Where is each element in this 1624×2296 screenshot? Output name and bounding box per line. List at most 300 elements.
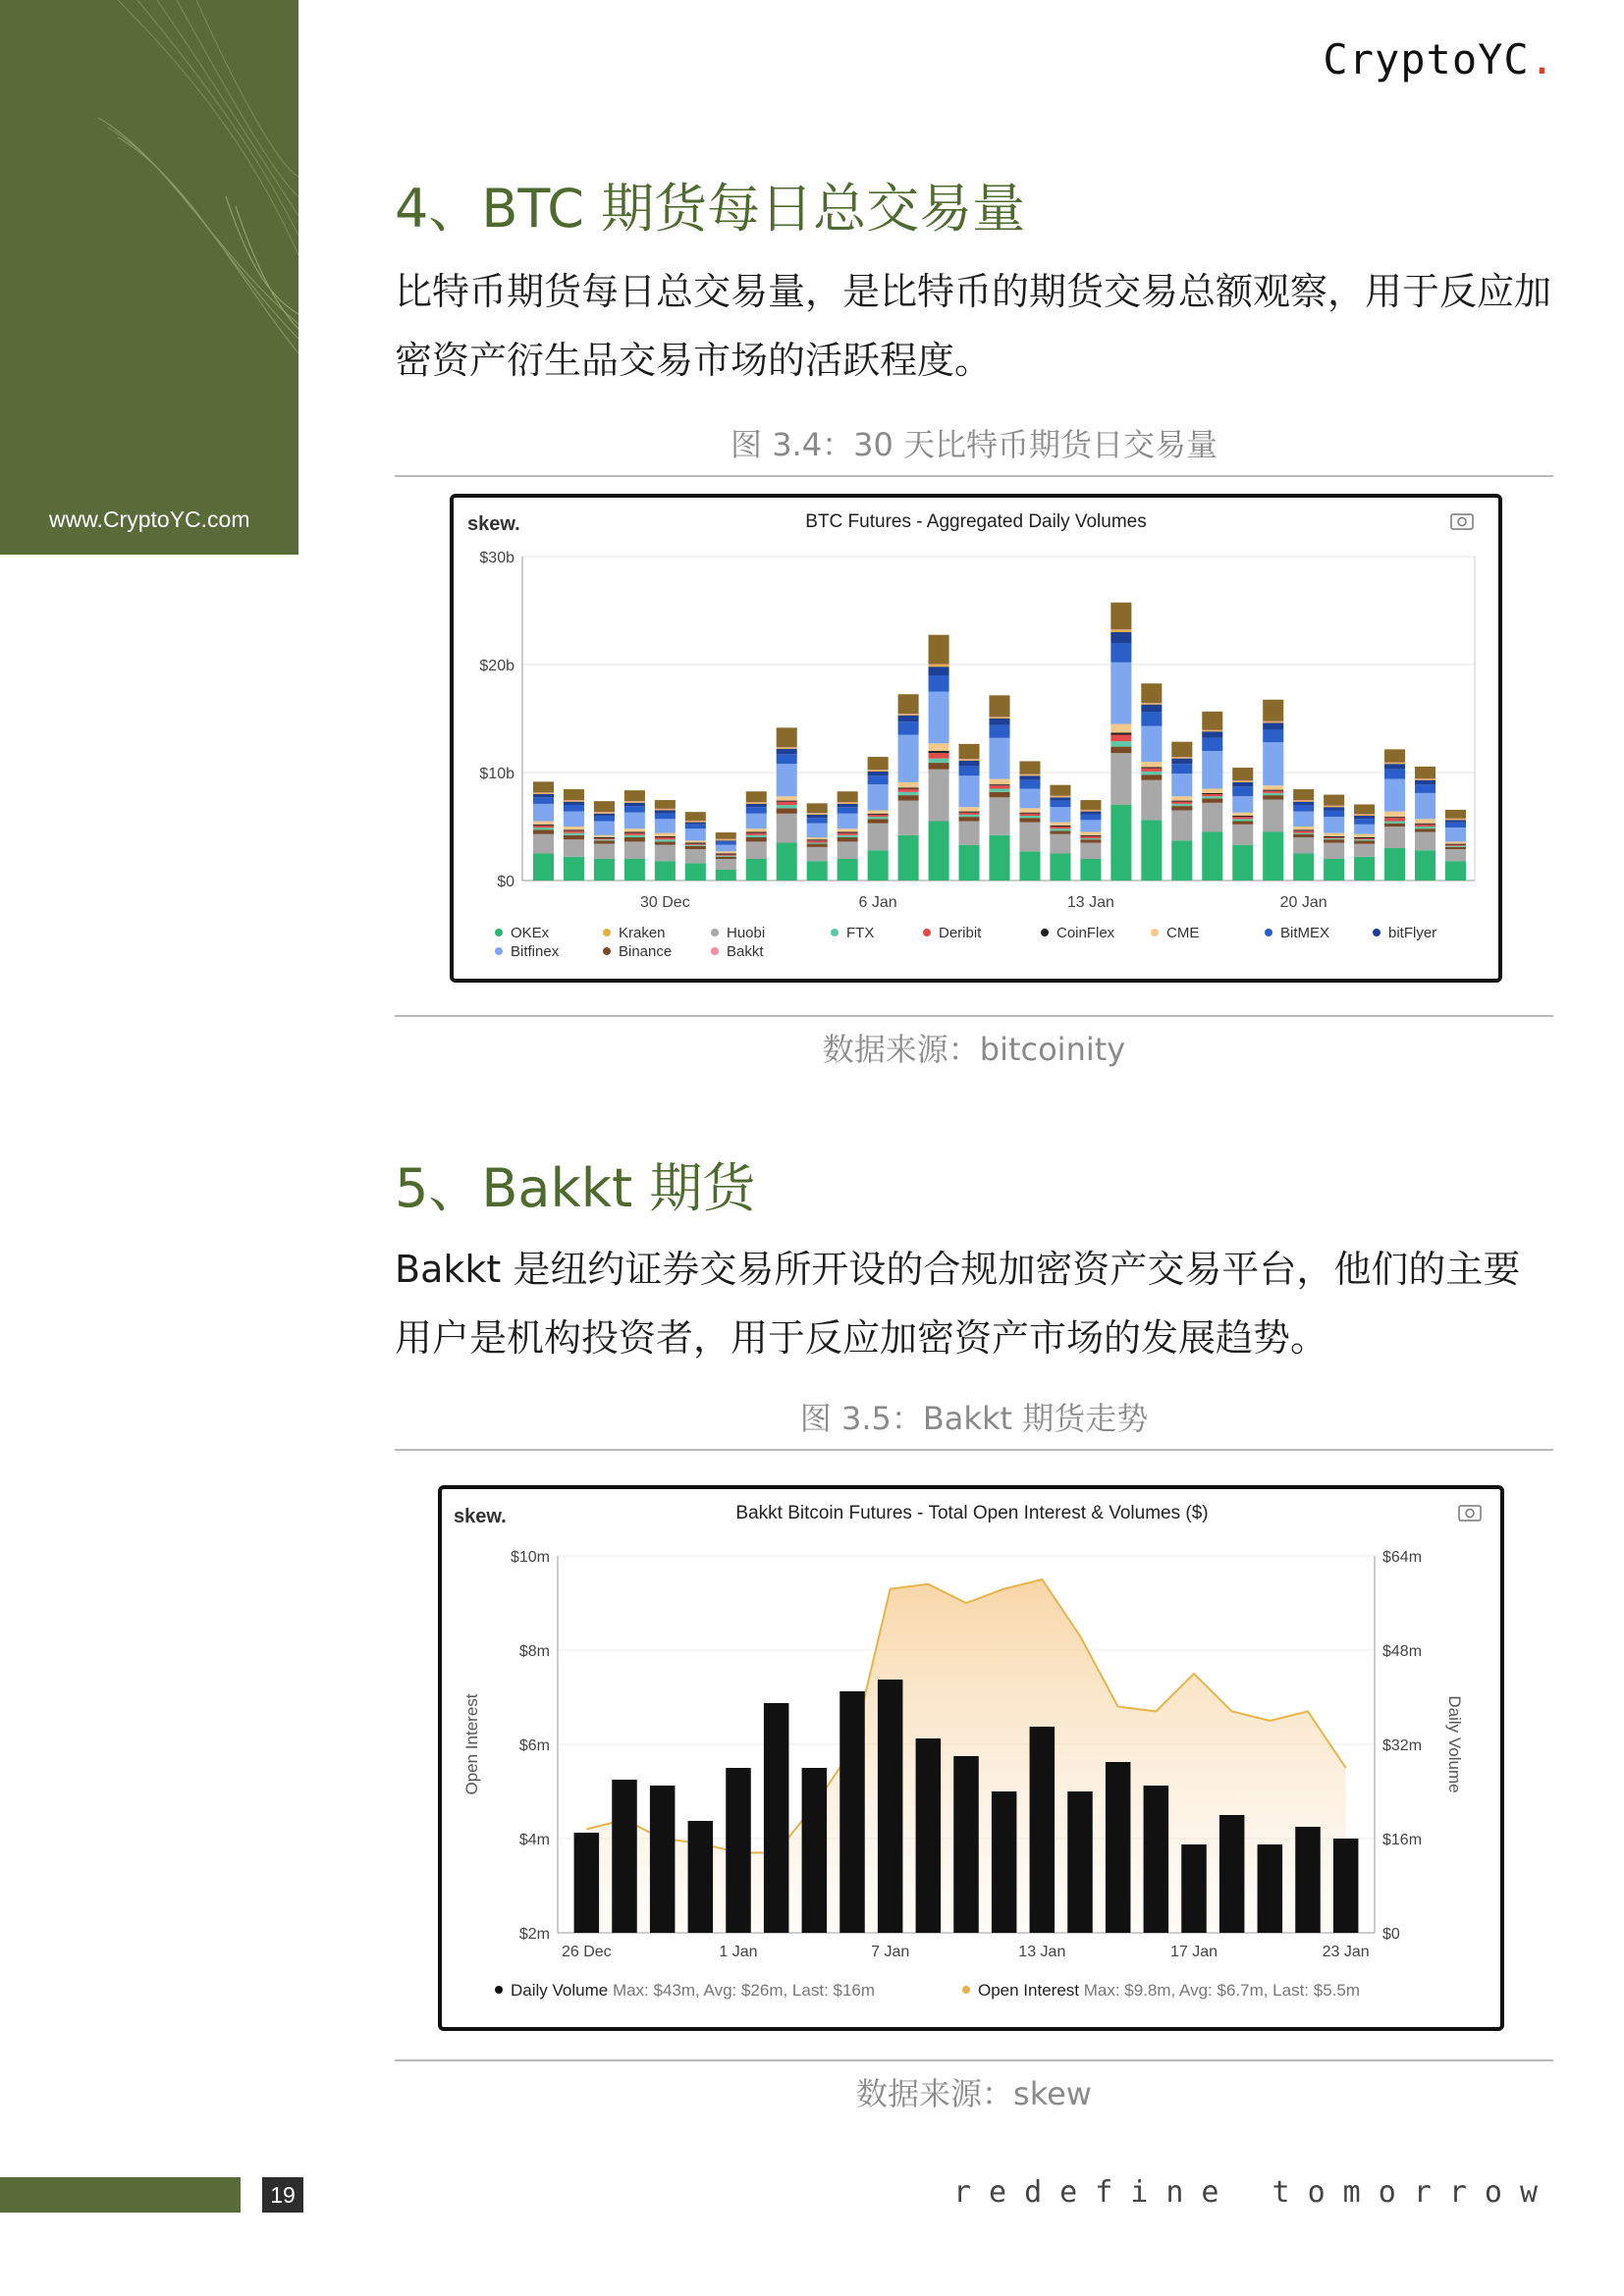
bar-segment-bakkt — [624, 801, 645, 802]
figure-3-4-caption: 图 3.4：30 天比特币期货日交易量 — [731, 426, 1218, 463]
legend-marker — [495, 1986, 503, 1994]
bar-segment-bakkt — [1263, 721, 1283, 722]
daily-volume-bar — [1258, 1844, 1283, 1933]
bar-segment-cme — [898, 782, 919, 788]
divider — [395, 1449, 1553, 1451]
bar-segment-kraken — [898, 715, 919, 716]
x-tick-label: 13 Jan — [1066, 894, 1114, 911]
bar-segment-huobi — [716, 859, 736, 870]
bar-segment-bitfinex — [624, 813, 645, 829]
figure-3-5-caption: 图 3.5：Bakkt 期货走势 — [799, 1400, 1149, 1437]
bar-segment-coinflex — [1415, 824, 1435, 825]
bar-segment-huobi — [1324, 843, 1344, 860]
section-5-paragraph: Bakkt 是纽约证券交易所开设的合规加密资产交易平台，他们的主要用户是机构投资者，用于反应加密资产市场的发展趋势。 — [395, 1248, 1521, 1360]
section-5-title: 5、Bakkt 期货 — [395, 1157, 756, 1219]
bar-segment-ftx — [1263, 793, 1283, 795]
bar-segment-binance — [1141, 774, 1162, 780]
bar-segment-bakkt — [1384, 763, 1405, 764]
bar-segment-bitfinex — [898, 735, 919, 782]
daily-volume-bar — [1030, 1727, 1056, 1933]
bar-segment-huobi — [624, 841, 645, 859]
daily-volume-bar — [1333, 1839, 1359, 1933]
bar-segment-binance — [1293, 834, 1314, 837]
bar-segment-kraken — [807, 814, 828, 815]
daily-volume-bar — [916, 1738, 942, 1933]
bar-segment-coinflex — [1110, 732, 1131, 734]
bar-segment-huobi — [746, 841, 767, 859]
daily-volume-bar — [1144, 1786, 1169, 1933]
bar-segment-bitflyer — [624, 803, 645, 806]
legend-name: Daily Volume — [511, 1981, 613, 2000]
daily-volume-bar — [992, 1791, 1017, 1933]
bar-segment-huobi — [1232, 825, 1253, 845]
bar-segment-kraken — [1110, 630, 1131, 632]
left-axis-label: Open Interest — [462, 1693, 481, 1795]
bar-segment-deribit — [1050, 827, 1070, 828]
bar-segment-huobi — [838, 841, 858, 859]
bar-segment-okex — [1050, 854, 1070, 881]
bar-segment-bitfinex — [1232, 796, 1253, 813]
bar-segment-bitfinex — [1445, 828, 1466, 841]
daily-volume-bar — [726, 1768, 751, 1933]
bar-segment-bitfinex — [655, 819, 676, 832]
bar-segment-binance — [564, 835, 584, 839]
bar-segment-bitflyer — [655, 811, 676, 814]
bar-segment-ftx — [807, 843, 828, 844]
bar-segment-bitmex — [807, 818, 828, 824]
bar-segment-bitflyer — [685, 823, 706, 825]
bakkt-futures-svg — [442, 1489, 1500, 2027]
bar-segment-bitmex — [1019, 780, 1040, 789]
bar-segment-huobi — [929, 770, 949, 822]
divider — [395, 2059, 1553, 2061]
bar-segment-bakkt — [989, 717, 1009, 718]
bar-segment-deribit — [1293, 830, 1314, 832]
left-tick-label: $10m — [510, 1549, 550, 1566]
bar-segment-bitfinex — [746, 814, 767, 828]
bar-segment-top — [1415, 767, 1435, 778]
bar-segment-bitfinex — [1263, 742, 1283, 785]
bar-segment-deribit — [1232, 817, 1253, 819]
bar-segment-bitfinex — [807, 824, 828, 837]
bar-segment-bitmex — [1110, 643, 1131, 663]
bar-segment-binance — [898, 795, 919, 801]
bar-segment-kraken — [1171, 758, 1192, 759]
bar-segment-deribit — [594, 838, 615, 839]
legend-marker — [711, 929, 719, 936]
bar-segment-binance — [1080, 839, 1101, 842]
bar-segment-okex — [929, 822, 949, 881]
bar-segment-bitflyer — [898, 716, 919, 722]
bar-segment-bitfinex — [1384, 779, 1405, 812]
bar-segment-okex — [777, 843, 797, 881]
legend-marker — [1373, 929, 1380, 936]
bar-segment-kraken — [959, 760, 980, 761]
bar-segment-bitfinex — [1415, 793, 1435, 819]
bar-segment-bakkt — [594, 812, 615, 813]
bar-segment-bakkt — [1110, 629, 1131, 630]
bar-segment-ftx — [685, 845, 706, 846]
bar-segment-bitflyer — [989, 719, 1009, 725]
legend-marker — [495, 947, 503, 955]
bar-segment-top — [1445, 810, 1466, 819]
legend-label: BitMEX — [1280, 925, 1330, 941]
bar-segment-bitflyer — [807, 815, 828, 818]
bar-segment-bitmex — [655, 814, 676, 820]
bar-segment-bakkt — [898, 714, 919, 715]
bar-segment-kraken — [1415, 779, 1435, 780]
bar-segment-top — [746, 791, 767, 802]
bar-segment-bitfinex — [1324, 817, 1344, 833]
figure-3-5-source: 数据来源：skew — [856, 2075, 1092, 2112]
skew-logo: skew. — [467, 513, 520, 535]
bar-segment-bitfinex — [868, 784, 889, 810]
bar-segment-top — [989, 695, 1009, 717]
bar-segment-bitfinex — [1019, 789, 1040, 809]
x-tick-label: 13 Jan — [1018, 1944, 1066, 1960]
bar-segment-ftx — [1415, 827, 1435, 828]
bar-segment-binance — [989, 792, 1009, 798]
bar-segment-bitmex — [564, 805, 584, 812]
bar-segment-coinflex — [564, 829, 584, 830]
bar-segment-bitflyer — [1415, 780, 1435, 784]
bar-segment-coinflex — [1171, 801, 1192, 802]
bar-segment-coinflex — [1050, 826, 1070, 827]
bar-segment-binance — [1384, 824, 1405, 827]
bar-segment-bakkt — [1202, 730, 1222, 731]
bar-segment-deribit — [716, 855, 736, 856]
daily-volume-bar — [764, 1703, 789, 1933]
bar-segment-bitmex — [1293, 805, 1314, 812]
bar-segment-kraken — [1141, 704, 1162, 705]
bar-segment-okex — [1141, 820, 1162, 881]
bar-segment-bitmex — [989, 725, 1009, 738]
bar-segment-ftx — [716, 856, 736, 857]
bar-segment-kraken — [1050, 796, 1070, 797]
bar-segment-deribit — [1263, 791, 1283, 793]
bar-segment-bitmex — [685, 825, 706, 828]
bar-segment-coinflex — [959, 812, 980, 813]
bar-segment-cme — [1080, 832, 1101, 835]
camera-icon — [1459, 1506, 1481, 1521]
bar-segment-cme — [1293, 827, 1314, 829]
bar-segment-bitflyer — [1354, 816, 1375, 819]
legend-marker — [495, 929, 503, 936]
bar-segment-okex — [1415, 850, 1435, 881]
bar-segment-binance — [1019, 818, 1040, 822]
bar-segment-ftx — [1019, 816, 1040, 818]
bar-segment-top — [1354, 804, 1375, 814]
bar-segment-cme — [533, 822, 554, 825]
bar-segment-cme — [1202, 789, 1222, 793]
bar-segment-okex — [898, 835, 919, 881]
bar-segment-bitfinex — [1171, 774, 1192, 796]
bar-segment-kraken — [1202, 730, 1222, 731]
bar-segment-bitflyer — [1110, 632, 1131, 643]
bar-segment-kraken — [989, 718, 1009, 719]
bar-segment-cme — [1415, 819, 1435, 823]
bar-segment-deribit — [533, 826, 554, 828]
footer-bar — [0, 2177, 241, 2213]
bar-segment-okex — [1384, 848, 1405, 881]
bar-segment-binance — [1171, 806, 1192, 810]
left-tick-label: $8m — [518, 1643, 550, 1660]
bar-segment-top — [1263, 700, 1283, 721]
bar-segment-bitfinex — [989, 738, 1009, 779]
bar-segment-bitfinex — [1354, 825, 1375, 834]
bar-segment-binance — [533, 829, 554, 833]
bar-segment-bitfinex — [1080, 820, 1101, 831]
bar-segment-bakkt — [929, 664, 949, 665]
bar-segment-cme — [989, 779, 1009, 785]
left-tick-label: $2m — [518, 1926, 550, 1943]
bar-segment-ftx — [1050, 828, 1070, 830]
bar-segment-kraken — [777, 748, 797, 749]
legend-stats: Max: $9.8m, Avg: $6.7m, Last: $5.5m — [1083, 1981, 1361, 2000]
bar-segment-okex — [1171, 840, 1192, 881]
bar-segment-bakkt — [746, 802, 767, 803]
bar-segment-top — [564, 789, 584, 800]
bar-segment-coinflex — [624, 832, 645, 833]
bar-segment-bitflyer — [1080, 812, 1101, 815]
right-tick-label: $16m — [1382, 1832, 1423, 1848]
chart-title: BTC Futures - Aggregated Daily Volumes — [805, 511, 1147, 532]
bar-segment-bitflyer — [1202, 731, 1222, 738]
bar-segment-kraken — [868, 771, 889, 772]
bar-segment-cme — [1050, 823, 1070, 826]
bar-segment-ftx — [1445, 846, 1466, 847]
bar-segment-binance — [716, 857, 736, 859]
bar-segment-bakkt — [868, 770, 889, 771]
right-tick-label: $32m — [1382, 1737, 1423, 1754]
bar-segment-kraken — [838, 803, 858, 804]
bar-segment-huobi — [777, 814, 797, 843]
bar-segment-okex — [746, 859, 767, 881]
bar-segment-deribit — [777, 802, 797, 805]
bar-segment-okex — [1263, 832, 1283, 881]
bar-segment-kraken — [1324, 806, 1344, 807]
daily-volume-bar — [953, 1756, 979, 1933]
bar-segment-cme — [1019, 808, 1040, 812]
bar-segment-cme — [1384, 812, 1405, 818]
bar-segment-binance — [929, 763, 949, 770]
legend-label: Bakkt — [727, 943, 764, 960]
bar-segment-ftx — [989, 789, 1009, 792]
bar-segment-kraken — [685, 822, 706, 823]
bar-segment-cme — [746, 828, 767, 831]
bar-segment-ftx — [1293, 833, 1314, 834]
daily-volume-bar — [1181, 1844, 1207, 1933]
bar-segment-coinflex — [685, 843, 706, 844]
bar-segment-deribit — [1141, 769, 1162, 772]
bar-segment-kraken — [1019, 774, 1040, 775]
legend-label: Deribit — [939, 925, 982, 941]
bar-segment-okex — [989, 835, 1009, 881]
bar-segment-bitmex — [1445, 823, 1466, 828]
right-axis-label: Daily Volume — [1445, 1695, 1464, 1793]
bar-segment-bitmex — [929, 675, 949, 692]
daily-volume-bar — [650, 1786, 676, 1933]
bar-segment-coinflex — [838, 832, 858, 833]
bar-segment-bitmex — [746, 807, 767, 814]
bar-segment-coinflex — [533, 825, 554, 826]
bar-segment-bakkt — [655, 809, 676, 810]
bar-segment-ftx — [929, 759, 949, 763]
bar-segment-cme — [1141, 762, 1162, 768]
website-url[interactable]: www.CryptoYC.com — [49, 507, 250, 532]
bar-segment-bitmex — [959, 766, 980, 775]
bar-segment-kraken — [655, 809, 676, 810]
legend-label: FTX — [846, 925, 875, 941]
bar-segment-bitmex — [838, 807, 858, 814]
divider — [395, 1015, 1553, 1017]
bar-segment-bitflyer — [716, 840, 736, 841]
bar-segment-kraken — [746, 803, 767, 804]
bar-segment-deribit — [1019, 814, 1040, 816]
bar-segment-huobi — [564, 839, 584, 857]
bar-segment-bitfinex — [1202, 751, 1222, 789]
bar-segment-binance — [655, 841, 676, 844]
x-tick-label: 7 Jan — [871, 1944, 910, 1960]
bar-segment-cme — [1324, 833, 1344, 836]
bar-segment-okex — [685, 863, 706, 881]
figure-3-4-source: 数据来源：bitcoinity — [822, 1031, 1126, 1068]
bar-segment-bakkt — [1354, 814, 1375, 815]
daily-volume-bar — [612, 1780, 637, 1933]
bar-segment-deribit — [1354, 838, 1375, 839]
x-tick-label: 26 Dec — [561, 1944, 612, 1960]
daily-volume-bar — [802, 1768, 828, 1933]
legend-name: Open Interest — [978, 1981, 1084, 2000]
bar-segment-ftx — [868, 817, 889, 819]
bar-segment-ftx — [1354, 839, 1375, 840]
bar-segment-huobi — [1050, 834, 1070, 854]
bar-segment-bitmex — [898, 721, 919, 734]
bar-segment-okex — [1232, 845, 1253, 881]
bar-segment-ftx — [533, 828, 554, 829]
bar-segment-bakkt — [1171, 757, 1192, 758]
daily-volume-bar — [574, 1833, 600, 1933]
bar-segment-okex — [868, 850, 889, 881]
bar-segment-bitmex — [594, 816, 615, 822]
daily-volume-bar — [1106, 1762, 1131, 1933]
bar-segment-huobi — [1263, 800, 1283, 832]
bar-segment-cme — [564, 827, 584, 829]
bar-segment-cme — [624, 828, 645, 831]
bar-segment-okex — [838, 859, 858, 881]
bar-segment-top — [1141, 683, 1162, 703]
bar-segment-ftx — [1232, 819, 1253, 821]
bar-segment-cme — [716, 851, 736, 853]
bar-segment-okex — [655, 861, 676, 881]
bar-segment-cme — [1263, 785, 1283, 789]
bar-segment-deribit — [685, 844, 706, 845]
bar-segment-coinflex — [989, 784, 1009, 785]
bar-segment-top — [1232, 768, 1253, 780]
bar-segment-top — [1384, 749, 1405, 762]
bar-segment-top — [594, 801, 615, 812]
bar-segment-bitflyer — [777, 749, 797, 755]
bar-segment-binance — [1445, 847, 1466, 849]
bar-segment-bitflyer — [959, 761, 980, 767]
legend-marker — [1151, 929, 1159, 936]
bar-segment-top — [777, 727, 797, 747]
bar-segment-bakkt — [564, 800, 584, 801]
bar-segment-coinflex — [716, 854, 736, 855]
bar-segment-kraken — [564, 801, 584, 802]
bar-segment-binance — [1324, 839, 1344, 842]
bar-segment-bitmex — [1354, 819, 1375, 825]
bar-segment-bitflyer — [533, 794, 554, 797]
y-tick-label: $10b — [479, 766, 514, 782]
bar-segment-bitflyer — [1232, 782, 1253, 786]
bar-segment-huobi — [1415, 832, 1435, 851]
bar-segment-top — [1324, 795, 1344, 806]
bar-segment-binance — [1202, 798, 1222, 802]
legend-marker — [923, 929, 931, 936]
bar-segment-kraken — [1293, 801, 1314, 802]
bar-segment-bitmex — [1263, 729, 1283, 742]
bar-segment-kraken — [624, 802, 645, 803]
bar-segment-coinflex — [594, 837, 615, 838]
bar-segment-deribit — [868, 815, 889, 817]
legend-marker — [603, 947, 611, 955]
left-tick-label: $6m — [518, 1737, 550, 1754]
bar-segment-cme — [655, 833, 676, 836]
legend-label: Bitfinex — [511, 943, 560, 960]
bar-segment-coinflex — [1202, 793, 1222, 794]
bar-segment-top — [1202, 712, 1222, 730]
daily-volume-bar — [878, 1680, 903, 1933]
bar-segment-kraken — [1080, 811, 1101, 812]
bar-segment-top — [838, 791, 858, 802]
skew-logo: skew. — [454, 1506, 507, 1527]
camera-icon-lens — [1466, 1510, 1474, 1518]
legend-marker — [711, 947, 719, 955]
bar-segment-ftx — [1080, 838, 1101, 839]
legend-label: CoinFlex — [1056, 925, 1115, 941]
bar-segment-coinflex — [929, 751, 949, 753]
right-tick-label: $64m — [1382, 1549, 1423, 1566]
bar-segment-binance — [807, 844, 828, 847]
bar-segment-okex — [1324, 859, 1344, 881]
bar-segment-bitmex — [1324, 811, 1344, 818]
bar-segment-bitfinex — [1293, 812, 1314, 827]
bar-segment-bitfinex — [533, 804, 554, 822]
bar-segment-bakkt — [1324, 806, 1344, 807]
bar-segment-binance — [777, 808, 797, 814]
bar-segment-bitfinex — [929, 692, 949, 744]
bar-segment-huobi — [898, 801, 919, 835]
bar-segment-coinflex — [1263, 790, 1283, 791]
bar-segment-ftx — [898, 792, 919, 795]
bar-segment-top — [716, 832, 736, 839]
bar-segment-top — [1080, 800, 1101, 810]
bar-segment-kraken — [533, 793, 554, 794]
daily-volume-bar — [1067, 1791, 1093, 1933]
bar-segment-bitflyer — [1324, 807, 1344, 810]
bar-segment-kraken — [1232, 781, 1253, 782]
legend-entry — [511, 1981, 875, 2000]
bar-segment-deribit — [898, 789, 919, 792]
bar-segment-huobi — [655, 845, 676, 862]
bar-segment-top — [533, 781, 554, 792]
bar-segment-cme — [868, 811, 889, 814]
bar-segment-okex — [564, 857, 584, 881]
bar-segment-top — [929, 635, 949, 665]
bar-segment-bitmex — [1171, 764, 1192, 774]
bar-segment-ftx — [655, 839, 676, 841]
